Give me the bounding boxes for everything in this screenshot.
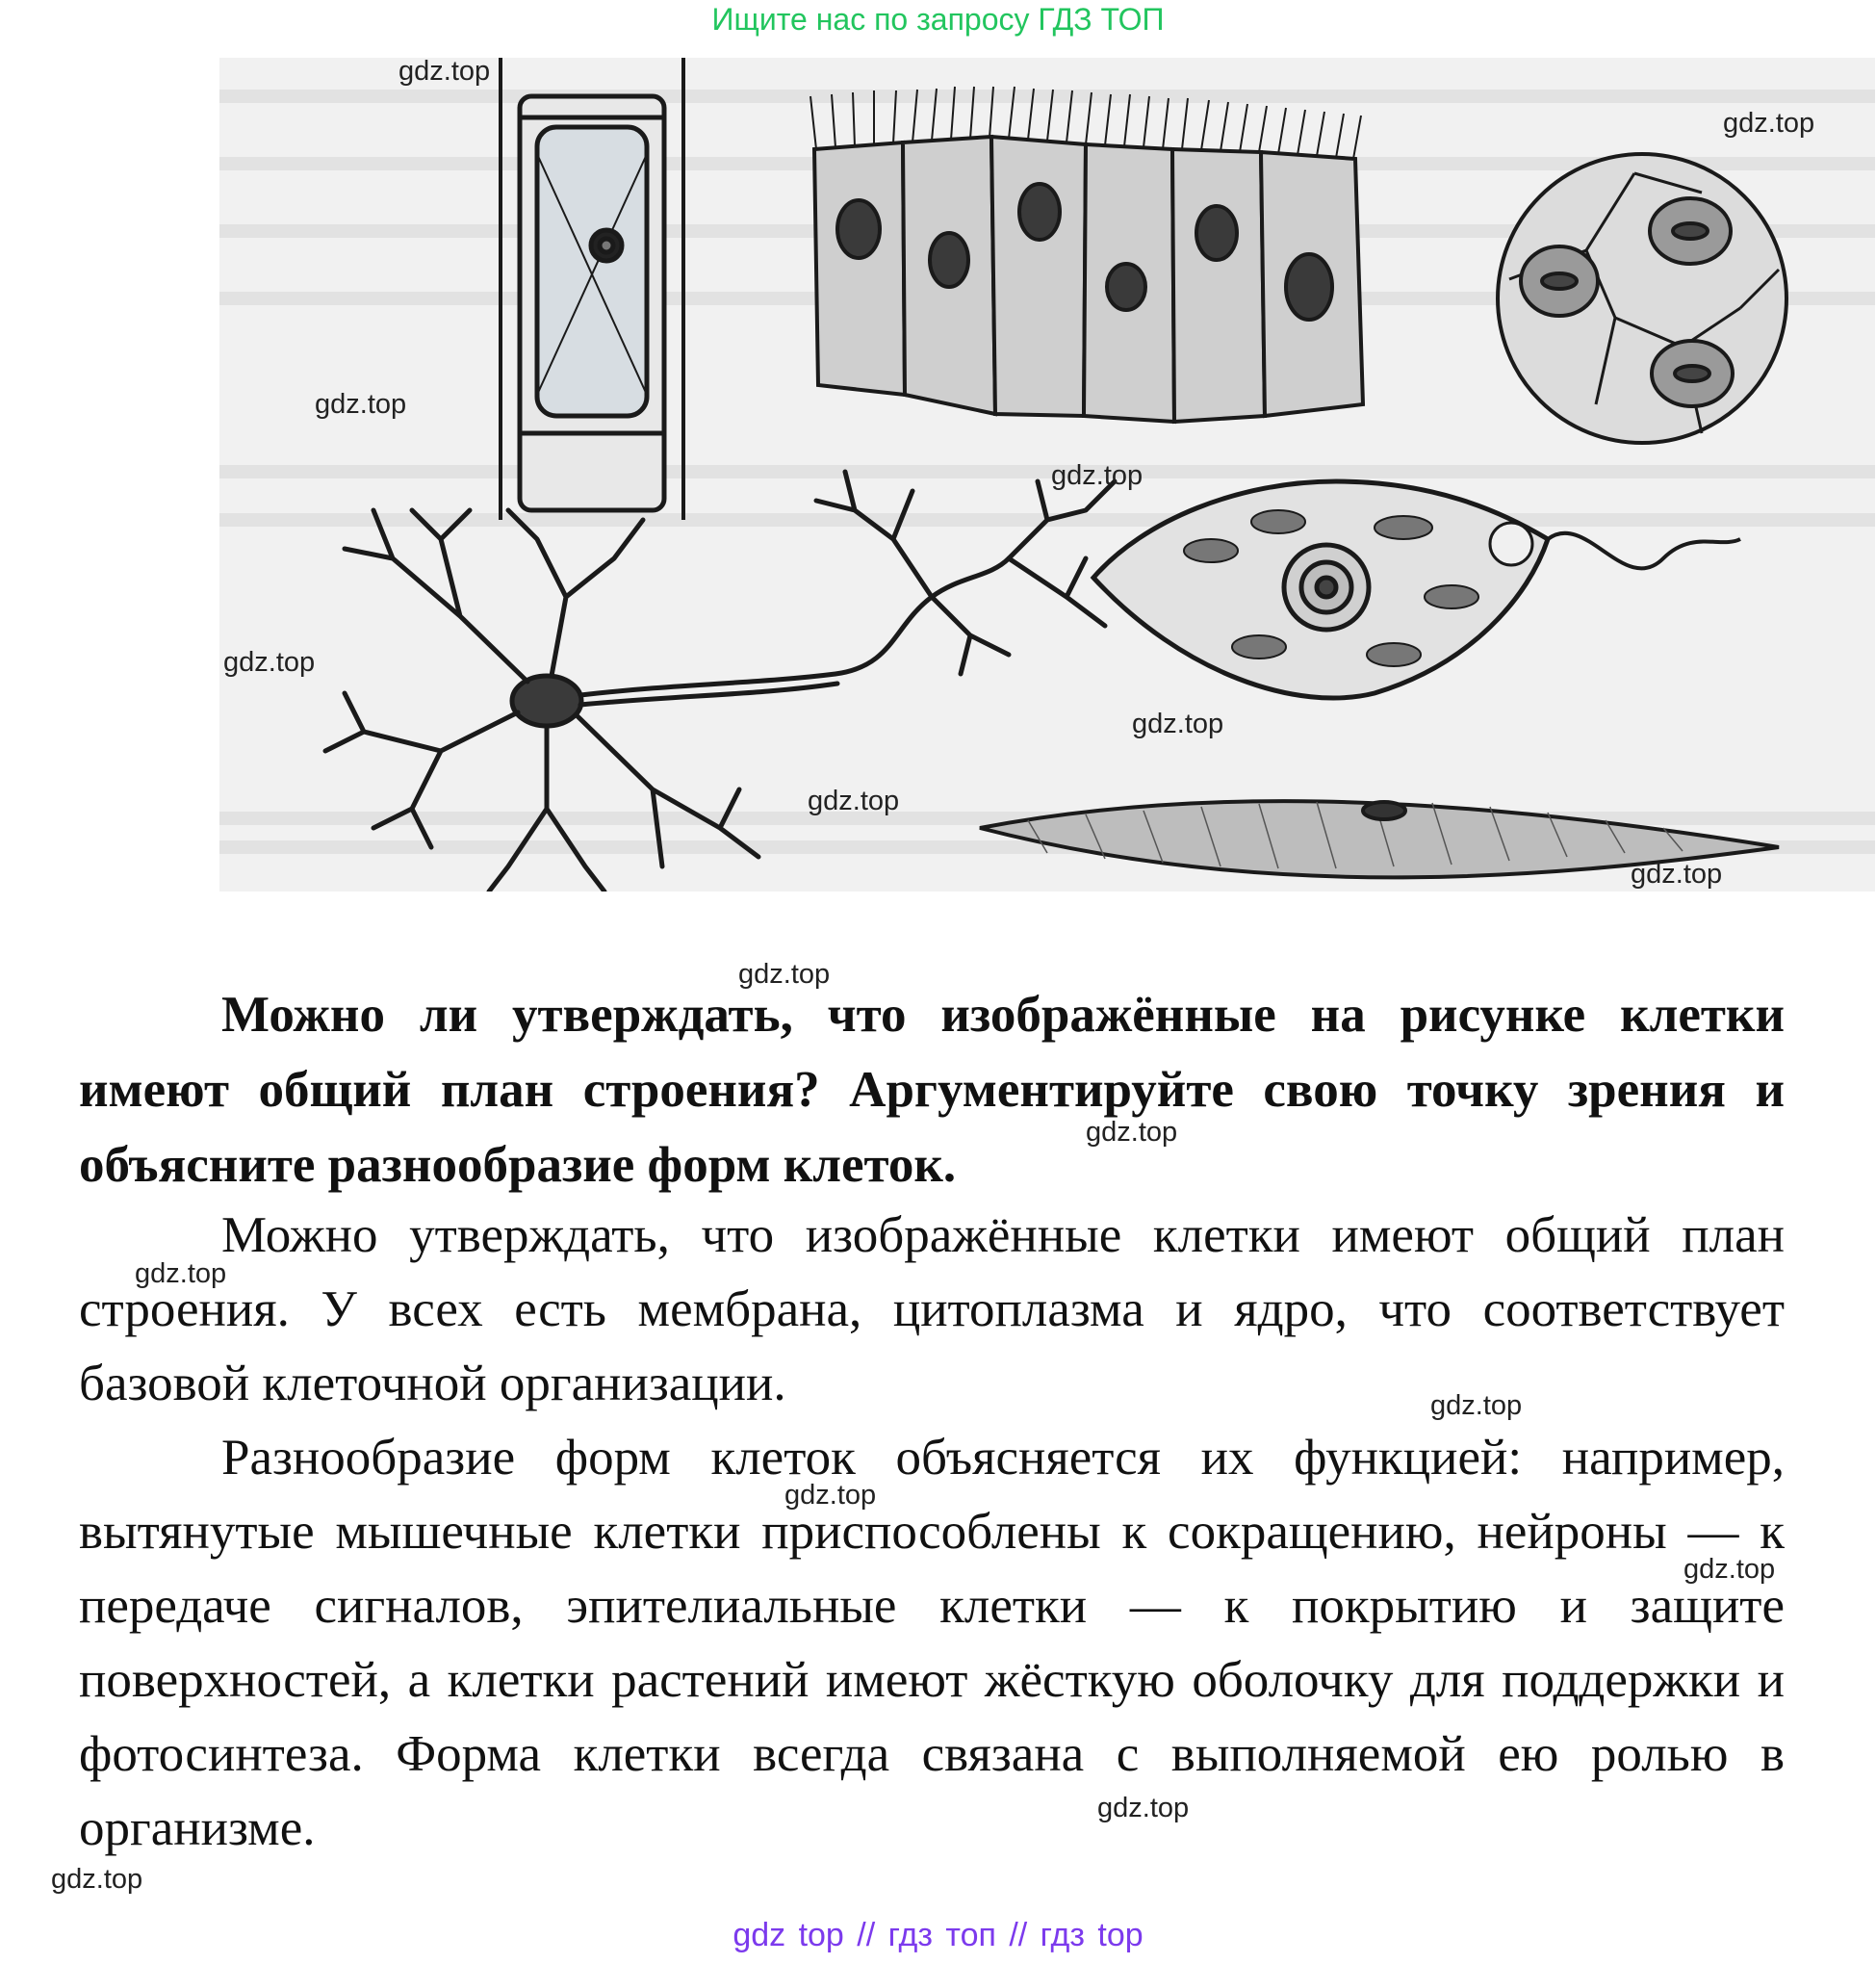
footer-links: gdz top // гдз топ // гдз top xyxy=(732,1917,1144,1953)
cells-figure xyxy=(219,58,1875,892)
watermark: gdz.top xyxy=(135,1258,227,1289)
watermark: gdz.top xyxy=(808,786,900,816)
watermark: gdz.top xyxy=(1132,709,1224,739)
watermark: gdz.top xyxy=(398,56,491,87)
stomata-leaf-cells xyxy=(1498,154,1786,443)
plant-cell xyxy=(501,58,683,520)
answer-paragraph-2: Разнообразие форм клеток объясняется их функцией: например, вытянутые мышечные клетки приспособлены к сокращению, нейроны — к передаче сигналов, эпителиальные клетки — к покрытию и защите поверхностей, а клетки растений имеют жёсткую оболочку для поддержки и фотосинтеза. Форма клетки всегда связана с выполняемой ею ролью в организме. xyxy=(79,1430,1785,1856)
watermark: gdz.top xyxy=(1430,1390,1523,1421)
watermark: gdz.top xyxy=(1723,108,1815,139)
answer-paragraph-1: Можно утверждать, что изображённые клетки имеют общий план строения. У всех есть мембрана, цитоплазма и ядро, что соответствует базовой клеточной организации. xyxy=(79,1207,1785,1411)
watermark: gdz.top xyxy=(784,1480,877,1511)
watermark: gdz.top xyxy=(1683,1554,1776,1585)
watermark: gdz.top xyxy=(51,1864,143,1895)
ciliated-epithelium xyxy=(810,87,1363,422)
top-banner: Ищите нас по запросу ГДЗ ТОП xyxy=(711,2,1165,37)
watermark: gdz.top xyxy=(1097,1793,1190,1823)
question-text: Можно ли утверждать, что изображённые на рисунке клетки имеют общий план строения? Аргументируйте свою точку зрения и объясните разнообразие форм клеток. xyxy=(79,987,1785,1193)
watermark: gdz.top xyxy=(738,959,831,990)
watermark: gdz.top xyxy=(1631,859,1723,890)
watermark: gdz.top xyxy=(1086,1117,1178,1148)
watermark: gdz.top xyxy=(315,389,407,420)
watermark: gdz.top xyxy=(223,647,316,678)
watermark: gdz.top xyxy=(1051,460,1144,491)
